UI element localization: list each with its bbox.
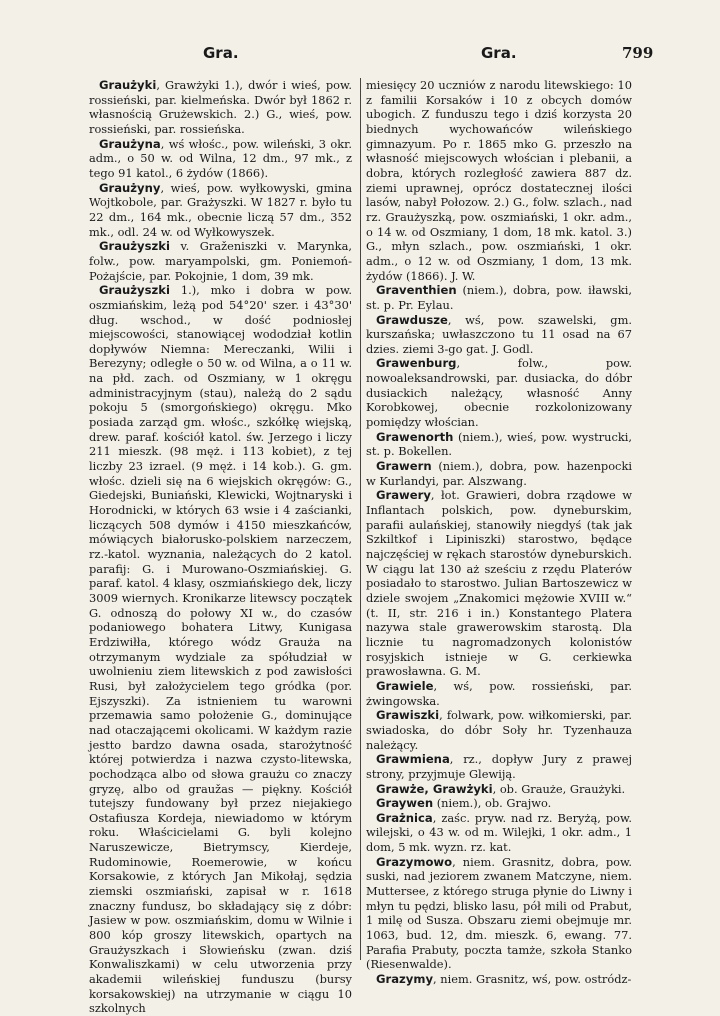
entry-text: , wś włośc., pow. wileński, 3 okr. adm., o 50 w. od Wilna, 12 dm., 97 mk., z tego 91 katol., 6 żydów (1866). <box>89 136 352 180</box>
entry-text: (niem.), ob. Grajwo. <box>433 796 552 811</box>
entry-text: (niem.), wieś, pow. wystrucki, st. p. Bokellen. <box>366 429 632 459</box>
entry-headword: Grazymy <box>376 972 434 987</box>
dictionary-entry <box>366 356 632 429</box>
dictionary-entry <box>89 239 352 283</box>
entry-headword: Grawmiena <box>376 752 450 767</box>
entry-headword: Graużyszki <box>99 283 170 298</box>
running-head-right: Gra. <box>481 44 517 62</box>
entry-headword: Graywen <box>376 796 434 811</box>
dictionary-entry <box>366 855 632 972</box>
entry-text: , rz., dopływ Jury z prawej strony, przyjmuje Glewiją. <box>366 752 632 781</box>
dictionary-entry <box>366 679 632 708</box>
dictionary-entry <box>366 796 632 811</box>
entry-text: , niem. Grasnitz, dobra, pow. suski, nad jeziorem zwanem Matczyne, niem. Muttersee, z którego struga płynie do Liwny i młyn tu pędzi, blisko lasu, pół mili od Prabut, 1 milę od Susza. Obszaru ziemi obejmuje mr. 1063, bud. 12, dm. mieszk. 6, ewang. 77. Parafia Prabuty, poczta tamże, szkoła Stanko (Riesenwalde). <box>366 854 632 972</box>
entry-text: , folwark, pow. wiłkomierski, par. swiadoska, do dóbr Soły hr. Tyzenhauza należący. <box>366 708 632 752</box>
entry-headword: Grawery <box>376 488 431 503</box>
dictionary-entry <box>366 430 632 459</box>
entry-headword: Grawiszki <box>376 708 440 723</box>
entry-text: (niem.), dobra, pow. iławski, st. p. Pr. Eylau. <box>366 283 632 312</box>
dictionary-entry <box>89 78 352 137</box>
page-header <box>0 44 720 64</box>
dictionary-entry <box>366 313 632 357</box>
entry-headword: Graużyny <box>99 180 161 195</box>
running-head-left: Gra. <box>203 44 239 62</box>
entry-headword: Graużyszki <box>99 239 170 254</box>
dictionary-entry <box>366 752 632 781</box>
entry-headword: Grażnica <box>376 810 433 825</box>
dictionary-entry <box>89 283 352 1016</box>
column-divider <box>360 78 361 960</box>
entry-text: , folw., pow. nowoaleksandrowski, par. dusiacka, do dóbr dusiackich należący, własność Anny Korobkowej, obecnie rozkolonizowany pomiędzy włościan. <box>366 356 632 430</box>
entry-text: , ob. Grauże, Graużyki. <box>492 781 626 796</box>
entry-headword: Grawern <box>376 459 432 474</box>
entry-text: miesięcy 20 uczniów z narodu litewskiego: 10 z familii Korsaków i 10 z obcych domów ubogich. Z funduszu tego i dziś korzysta 20 biednych wychowańców wileńskiego gimnazyum. Po r. 1865 mko G. przeszło na własność miejscowych włościan i plebanii, a dobra, których rozległość zawiera 887 dz. ziemi uprawnej, oprócz dostatecznej ilości lasów, nabył Połozow. 2.) G., folw. szlach., nad rz. Graużyszką, pow. oszmiański, 1 okr. adm., o 14 w. od Oszmiany, 1 dom, 18 mk. katol. 3.) G., młyn szlach., pow. oszmiański, 1 okr. adm., o 12 w. od Oszmiany, 1 dom, 13 mk. żydów (1866). J. W. <box>366 78 632 283</box>
entry-headword: Grawenorth <box>376 429 454 444</box>
entry-text: , wś, pow. szawelski, gm. kurszańska; uwłaszczono tu 11 osad na 67 dzies. ziemi 3-go gat. J. Godl. <box>366 312 632 356</box>
entry-text: v. Graženiszki v. Marynka, folw., pow. maryampolski, gm. Poniemoń-Pożajście, par. Pokojnie, 1 dom, 39 mk. <box>89 239 352 283</box>
entry-headword: Grawdusze <box>376 312 448 327</box>
dictionary-entry <box>366 283 632 312</box>
entry-headword: Graużyki <box>99 78 157 92</box>
dictionary-entry <box>366 459 632 488</box>
left-column <box>89 78 352 1016</box>
dictionary-entry <box>366 972 632 987</box>
dictionary-entry <box>366 782 632 797</box>
dictionary-entry <box>366 708 632 752</box>
entry-text: (niem.), dobra, pow. hazenpocki w Kurlandyi, par. Alszwang. <box>366 459 632 488</box>
page-number: 799 <box>622 44 654 62</box>
entry-headword: Graventhien <box>376 283 457 298</box>
entry-text: , łot. Grawieri, dobra rządowe w Inflantach polskich, pow. dyneburskim, parafii aulańskiej, stanowiły niegdyś (tak jak Szkiltkof i Lipiniszki) starostwo, będące najczęściej w rękach starostów dyneburskich. W ciągu lat 130 aż sześciu z rzędu Platerów posiadało to starostwo. Julian Bartoszewicz w dziele swojem „Znakomici mężowie XVIII w.“ (t. II, str. 216 i in.) Konstantego Platera nazywa stale grawerowskim starostą. Dla licznie tu nagromadzonych kolonistów rosyjskich istnieje w G. cerkiewka prawosławna. G. M. <box>366 488 632 679</box>
entry-text: , niem. Grasnitz, wś, pow. ostródz- <box>433 972 632 987</box>
entry-text: , zaśc. pryw. nad rz. Beryżą, pow. wilejski, o 43 w. od m. Wilejki, 1 okr. adm., 1 dom, 5 mk. wyzn. rz. kat. <box>366 810 632 855</box>
entry-text: 1.), mko i dobra w pow. oszmiańskim, leżą pod 54°20' szer. i 43°30' dług. wschod., w dość podniosłej miejscowości, stanowiącej wododział kotlin dopływów Niemna: Mereczanki, Wilii i Berezyny; odległe o 50 w. od Wilna, a o 11 w. na płd. zach. od Oszmiany, w 1 okręgu administracyjnym (stau), należą do 2 sądu pokoju 5 (smorgońskiego) okręgu. Mko posiada zarząd gm. włośc., szkółkę wiejską, drew. paraf. kościół katol. św. Jerzego i liczy 211 mieszk. (98 męż. i 113 kobiet), z tej liczby 23 izrael. (9 męż. i 14 kob.). G. gm. włośc. dzieli się na 6 wiejskich okręgów: G., Giedejski, Buniański, Klewicki, Wojtnaryski i Horodnicki, w których 63 wsie i 4 zaścianki, liczących 508 dymów i 4150 mieszkańców, mówiących białorusko-polskiem narzeczem, rz.-katol. wyznania, należących do 2 katol. parafij: G. i Murowano-Oszmiańskiej. G. paraf. katol. 4 klasy, oszmiańskiego dek, liczy 3009 wiernych. Kronikarze litewscy początek G. odnoszą do połowy XI w., do czasów podaniowego bohatera Litwy, Kunigasa Erdziwiłła, którego wódz Grauża na otrzymanym wydziale za spółudział w uwolnieniu ziem litewskich z pod zawisłości Rusi, był założycielem tego gródka (por. Ejszyszki). Za istnieniem tu warowni przemawia samo położenie G., dominujące nad otaczającemi okolicami. W każdym razie jestto bardzo dawna osada, starożytność której potwierdza i nazwa czysto-litewska, pochodząca albo od słowa graużu co znaczy gryzę, albo od graužas — piękny. Kościół tutejszy fundowany był przez niejakiego Ostafiusza Kordeja, niewiadomo w którym roku. Właścicielami G. byli kolejno Naruszewicze, Bietrymscy, Kierdeje, Rudominowie, Roemerowie, w końcu Korsakowie, z których Jan Mikołaj, sędzia ziemski oszmiański, zapisał w r. 1618 znaczny fundusz, bo składający się z dóbr: Jasiew w pow. oszmiańskim, domu w Wilnie i 800 kóp groszy litewskich, opartych na Graużyszkach i Słowieńsku (zwan. dziś Konwaliszkami) w celu utworzenia przy akademii wileńskiej funduszu (bursy korsakowskiej) na utrzymanie w ciągu 10 szkolnych <box>89 283 352 1016</box>
entry-headword: Grawenburg <box>376 356 457 371</box>
dictionary-entry <box>89 137 352 181</box>
entry-text: , Grawżyki 1.), dwór i wieś, pow. rossieński, par. kielmeńska. Dwór był 1862 r. własnością Grużewskich. 2.) G., wieś, pow. rossieński, par. rossieńska. <box>89 78 352 136</box>
dictionary-entry <box>89 181 352 240</box>
dictionary-entry <box>366 811 632 855</box>
right-column <box>366 78 632 987</box>
entry-headword: Grazymowo <box>376 854 453 869</box>
entry-text: , wieś, pow. wyłkowyski, gmina Wojtkobole, par. Grażyszki. W 1827 r. było tu 22 dm., 164 mk., obecnie liczą 57 dm., 352 mk., odl. 24 w. od Wyłkowyszek. <box>89 180 352 239</box>
dictionary-entry <box>366 78 632 283</box>
dictionary-entry <box>366 488 632 679</box>
entry-headword: Grawiele <box>376 678 434 693</box>
entry-headword: Grawże, Grawżyki <box>376 781 493 796</box>
entry-headword: Graużyna <box>99 136 161 151</box>
entry-text: , wś, pow. rossieński, par. żwingowska. <box>366 678 632 708</box>
